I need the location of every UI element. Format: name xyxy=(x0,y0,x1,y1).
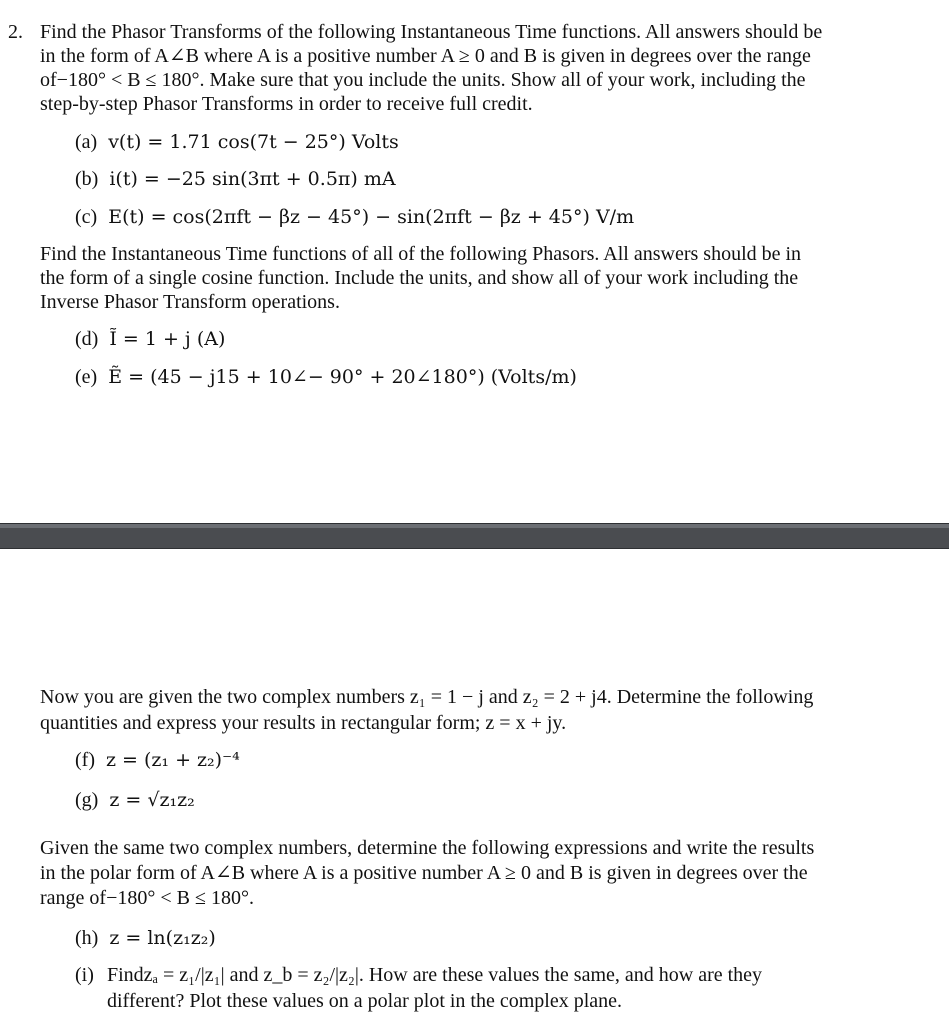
item-a-expression: v(t) = 1.71 cos(7t − 25°) Volts xyxy=(108,131,399,153)
item-d-label: (d) xyxy=(75,328,99,350)
item-f xyxy=(75,748,240,772)
polar-form-instructions: Given the same two complex numbers, determine the following expressions and write the results in the polar form of A∠B where A is a positive number A ≥ 0 and B is given in degrees over the range of−180° < B ≤ 180°. xyxy=(40,837,815,909)
item-a xyxy=(75,130,399,154)
item-h xyxy=(75,926,216,950)
item-e-label: (e) xyxy=(75,366,98,388)
phasor-transform-instructions: Find the Phasor Transforms of the following Instantaneous Time functions. All answers should be in the form of A∠B where A is a positive number A ≥ 0 and B is given in degrees over the range of−180° < B ≤ 180°. Make sure that you include the units. Show all of your work, including the step-by-step Phasor Transforms in order to receive full credit. xyxy=(40,21,823,115)
item-h-expression: z = ln(z₁z₂) xyxy=(109,927,216,949)
item-f-label: (f) xyxy=(75,749,95,771)
item-f-expression: z = (z₁ + z₂)⁻⁴ xyxy=(105,749,240,771)
item-e xyxy=(75,365,577,389)
complex-numbers-instructions: Now you are given the two complex numbers z₁ = 1 − j and z₂ = 2 + j4. Determine the following quantities and express your results in rectangular form; z = x + jy. xyxy=(40,686,814,734)
item-b-expression: i(t) = −25 sin(3πt + 0.5π) mA xyxy=(109,168,396,190)
item-g xyxy=(75,788,195,812)
page-divider xyxy=(0,523,949,549)
item-d xyxy=(75,327,225,351)
item-c-label: (c) xyxy=(75,206,98,228)
item-c xyxy=(75,205,634,229)
item-d-expression: Ĩ = 1 + j (A) xyxy=(109,328,226,350)
item-i-label: (i) xyxy=(75,964,94,986)
item-a-label: (a) xyxy=(75,131,98,153)
item-g-expression: z = √z₁z₂ xyxy=(109,789,195,811)
question-number: 2. xyxy=(8,21,23,43)
item-c-expression: E(t) = cos(2πft − βz − 45°) − sin(2πft − βz + 45°) V/m xyxy=(108,206,635,228)
item-h-label: (h) xyxy=(75,927,99,949)
item-b-label: (b) xyxy=(75,168,99,190)
item-e-expression: Ẽ = (45 − j15 + 10∠− 90° + 20∠180°) (Volts/m) xyxy=(108,366,577,388)
item-i-text: Findzₐ = z₁/|z₁| and z_b = z₂/|z₂|. How are these values the same, and how are they different? Plot these values on a polar plot in the complex plane. xyxy=(107,964,763,1012)
item-i xyxy=(75,962,815,1014)
inverse-phasor-instructions: Find the Instantaneous Time functions of all of the following Phasors. All answers should be in the form of a single cosine function. Include the units, and show all of your work including the Inverse Phasor Transform operations. xyxy=(40,243,802,313)
item-b xyxy=(75,167,396,191)
item-g-label: (g) xyxy=(75,789,99,811)
